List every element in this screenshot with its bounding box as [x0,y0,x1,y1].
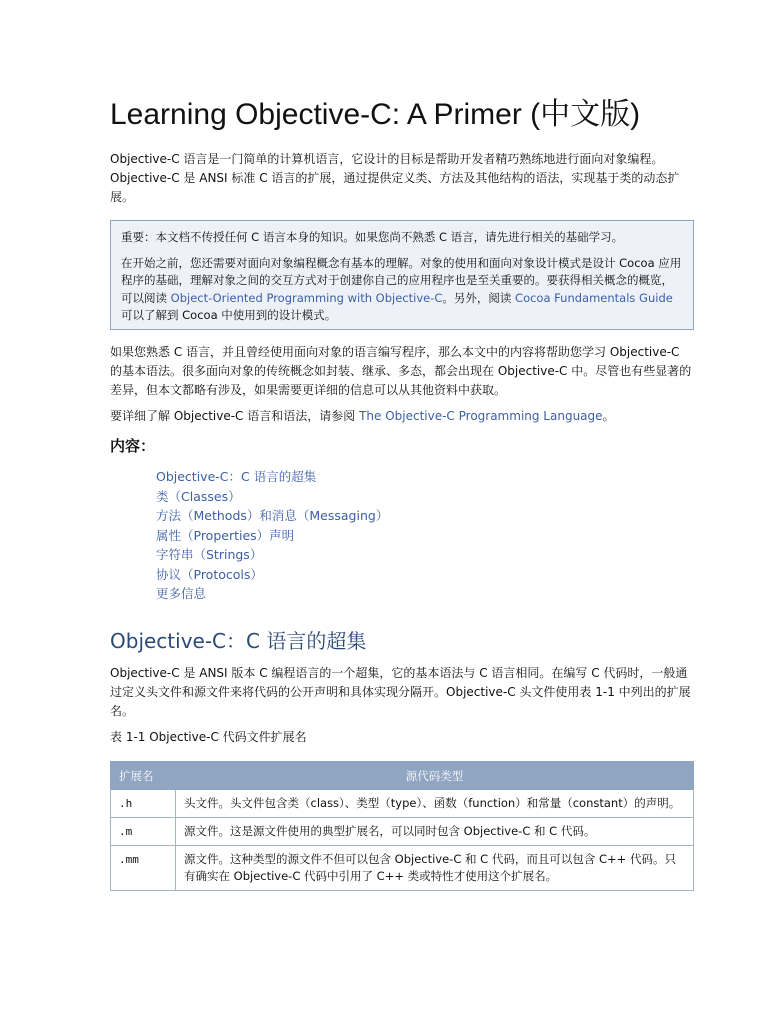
intro-paragraph: Objective-C 语言是一门简单的计算机语言，它设计的目标是帮助开发者精巧熟练地进行面向对象编程。Objective-C 是 ANSI 标准 C 语言的扩展，通过提供定义类、方法及其他结构的语法，实现基于类的动态扩展。 [110,152,680,204]
important-note-text: 重要：本文档不传授任何 C 语言本身的知识。如果您尚不熟悉 C 语言，请先进行相关的基础学习。 [121,230,624,244]
extension-cell: .mm [111,846,176,891]
table-header-row [111,762,694,790]
toc-item [156,487,388,507]
toc-link-superset[interactable]: Objective-C：C 语言的超集 [156,469,317,484]
toc-link-strings[interactable]: 字符串（Strings） [156,547,263,562]
important-note-box [110,220,694,330]
cocoa-fundamentals-link[interactable]: Cocoa Fundamentals Guide [515,290,673,305]
oop-with-objc-link[interactable]: Object-Oriented Programming with Objective-C [170,290,443,305]
section-heading: Objective-C：C 语言的超集 [110,629,367,653]
description-cell: 头文件。头文件包含类（class）、类型（type）、函数（function）和常量（constant）的声明。 [176,790,694,818]
objc-programming-language-link[interactable]: The Objective-C Programming Language [359,409,603,423]
audience-paragraph: 如果您熟悉 C 语言，并且曾经使用面向对象的语言编写程序，那么本文中的内容将帮助您学习 Objective-C 的基本语法。很多面向对象的传统概念如封装、继承、多态，都会出现在 Objective-C 中。尽管也有些显著的差异，但本文都略有涉及，如果需要更详细的信息可以从其他资料中获取。 [110,345,692,397]
column-header-extension: 扩展名 [111,762,176,790]
toc-item [156,506,388,526]
description-cell: 源文件。这种类型的源文件不但可以包含 Objective-C 和 C 代码，而且可以包含 C++ 代码。只有确实在 Objective-C 代码中引用了 C++ 类或特性才使用这个扩展名。 [176,846,694,891]
toc-link-classes[interactable]: 类（Classes） [156,488,241,504]
reference-tail-text: 。 [602,409,615,423]
toc-link-properties[interactable]: 属性（Properties）声明 [156,527,295,543]
toc-link-more-info[interactable]: 更多信息 [156,586,207,601]
toc-item [156,526,388,546]
table-caption: 表 1-1 Objective-C 代码文件扩展名 [110,730,307,744]
extension-cell: .h [111,790,176,818]
page-title: Learning Objective-C: A Primer (中文版) [110,98,641,131]
prerequisite-paragraph [121,255,683,325]
toc-heading: 内容： [110,437,156,455]
table-row [111,846,694,891]
prerequisite-connector-text: 。另外，阅读 [442,290,516,305]
toc-item [156,565,388,585]
toc-link-methods-messaging[interactable]: 方法（Methods）和消息（Messaging） [156,508,389,523]
table-row [111,818,694,846]
prerequisite-tail-text: 可以了解到 Cocoa 中使用到的设计模式。 [121,308,337,322]
toc-item [156,467,388,487]
reference-paragraph [110,407,694,426]
column-header-source-type: 源代码类型 [176,762,694,790]
section-paragraph: Objective-C 是 ANSI 版本 C 编程语言的一个超集，它的基本语法与 C 语言相同。在编写 C 代码时，一般通过定义头文件和源文件来将代码的公开声明和具体实现分隔开。Objective-C 头文件使用表 1-1 中列出的扩展名。 [110,666,691,718]
toc-item [156,584,388,604]
toc-link-protocols[interactable]: 协议（Protocols） [156,566,263,582]
file-extensions-table [110,761,694,891]
prerequisite-text: 在开始之前，您还需要对面向对象编程概念有基本的理解。对象的使用和面向对象设计模式是设计 Cocoa 应用程序的基础，理解对象之间的交互方式对于创建你自己的应用程序也是至关重要的。要获得相关概念的概览，可以阅读 [121,255,682,305]
extension-cell: .m [111,818,176,846]
table-row [111,790,694,818]
description-cell: 源文件。这是源文件使用的典型扩展名，可以同时包含 Objective-C 和 C 代码。 [176,818,694,846]
toc-item [156,545,388,565]
reference-text: 要详细了解 Objective-C 语言和语法，请参阅 [110,409,360,423]
table-of-contents [156,467,388,604]
